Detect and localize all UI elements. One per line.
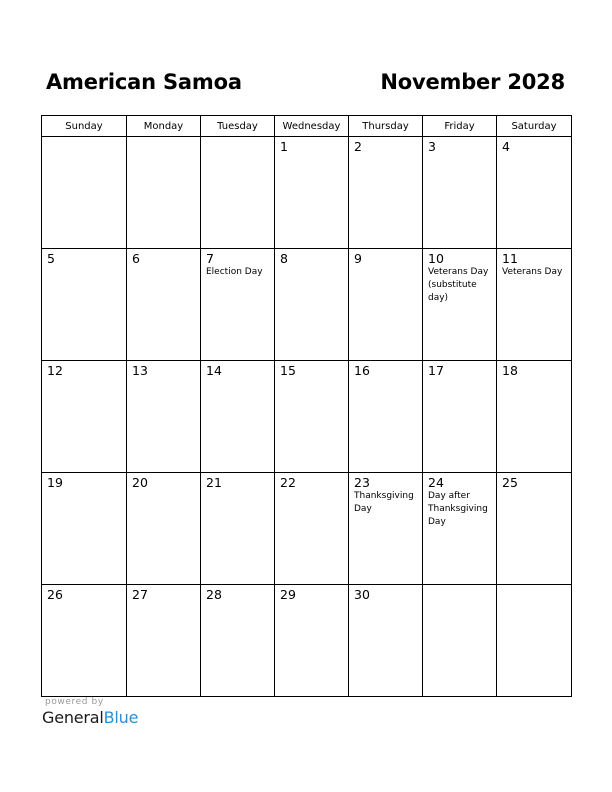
day-cell [423,361,497,473]
holiday-label: Day [428,517,446,527]
weekday-header-saturday: Saturday [497,116,572,137]
day-cell [275,585,349,697]
day-cell [349,361,423,473]
day-cell [349,585,423,697]
day-cell [42,249,127,361]
holiday-label: Day after [428,491,470,501]
day-number: 6 [132,251,140,266]
day-number: 12 [47,363,63,378]
day-number: 25 [502,475,518,490]
day-number: 13 [132,363,148,378]
day-cell [201,137,275,249]
day-cell [201,249,275,361]
holiday-label: (substitute [428,280,477,290]
week-row [42,249,572,361]
day-number: 3 [428,139,436,154]
day-number: 14 [206,363,222,378]
day-cell [201,585,275,697]
month-title: November 2028 [380,70,565,94]
day-number: 20 [132,475,148,490]
day-number: 19 [47,475,63,490]
day-cell [423,585,497,697]
week-row [42,585,572,697]
day-cell [42,361,127,473]
day-number: 8 [280,251,288,266]
day-cell [42,137,127,249]
day-number: 11 [502,251,518,266]
day-cell [275,473,349,585]
day-number: 1 [280,139,288,154]
day-cell [275,249,349,361]
weekday-header-thursday: Thursday [349,116,423,137]
day-number: 22 [280,475,296,490]
day-cell [497,137,572,249]
powered-by-label: powered by [45,697,104,707]
day-number: 30 [354,587,370,602]
logo-text-general: General [42,708,104,727]
generalblue-logo [42,708,138,727]
day-number: 28 [206,587,222,602]
day-cell [275,137,349,249]
day-cell [423,473,497,585]
day-cell [497,585,572,697]
day-cell [127,361,201,473]
day-cell [201,361,275,473]
week-row [42,137,572,249]
holiday-label: Veterans Day [502,267,563,277]
day-number: 15 [280,363,296,378]
day-number: 23 [354,475,370,490]
day-cell [201,473,275,585]
day-cell [349,137,423,249]
day-number: 9 [354,251,362,266]
day-number: 26 [47,587,63,602]
day-number: 10 [428,251,444,266]
holiday-label: day) [428,293,449,303]
weekday-header-friday: Friday [423,116,497,137]
calendar-grid [41,115,572,697]
week-row [42,361,572,473]
day-cell [42,473,127,585]
day-cell [42,585,127,697]
weekday-header-row [42,116,572,137]
holiday-label: Thanksgiving [354,491,414,501]
day-cell [349,473,423,585]
day-cell [127,137,201,249]
holiday-label: Veterans Day [428,267,489,277]
weekday-header-tuesday: Tuesday [201,116,275,137]
weekday-header-wednesday: Wednesday [275,116,349,137]
day-cell [423,137,497,249]
holiday-label: Election Day [206,267,263,277]
holiday-label: Thanksgiving [428,504,488,514]
day-cell [127,473,201,585]
day-number: 27 [132,587,148,602]
day-cell [127,585,201,697]
day-cell [275,361,349,473]
day-number: 5 [47,251,55,266]
day-number: 18 [502,363,518,378]
day-number: 21 [206,475,222,490]
weekday-header-sunday: Sunday [42,116,127,137]
weekday-header-monday: Monday [127,116,201,137]
logo-text-blue: Blue [103,708,139,727]
country-title: American Samoa [46,70,242,94]
day-cell [497,361,572,473]
day-number: 4 [502,139,510,154]
day-cell [423,249,497,361]
day-number: 29 [280,587,296,602]
day-number: 16 [354,363,370,378]
week-row [42,473,572,585]
day-number: 17 [428,363,444,378]
holiday-label: Day [354,504,372,514]
day-cell [497,249,572,361]
day-cell [497,473,572,585]
day-number: 24 [428,475,444,490]
day-number: 2 [354,139,362,154]
day-cell [349,249,423,361]
day-number: 7 [206,251,214,266]
day-cell [127,249,201,361]
